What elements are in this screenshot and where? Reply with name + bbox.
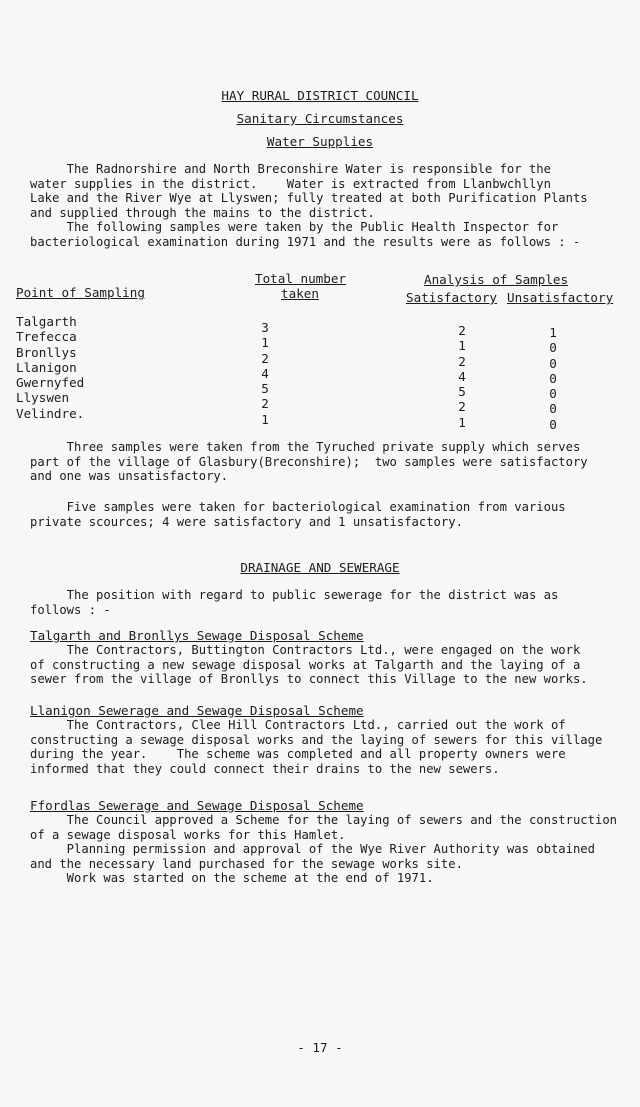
table-cell-place: Bronllys (16, 344, 77, 360)
table-cell-unsatisfactory: 0 (549, 401, 557, 417)
col-header-total-2: taken (281, 286, 319, 301)
table-cell-place: Llanigon (16, 359, 77, 375)
paragraph-line: private scources; 4 were satisfactory and 1 unsatisfactory. (30, 514, 463, 529)
table-cell-place: Gwernyfed (16, 375, 85, 391)
table-cell-satisfactory: 2 (458, 323, 466, 338)
table-cell-unsatisfactory: 0 (549, 416, 557, 432)
col-header-unsatisfactory: Unsatisfactory (507, 290, 614, 305)
table-cell-satisfactory: 1 (458, 338, 466, 354)
table-cell-total: 2 (261, 396, 269, 412)
paragraph-line: Work was started on the scheme at the end of 1971. (30, 871, 434, 886)
paragraph-line: informed that they could connect their drains to the new sewers. (30, 761, 500, 776)
paragraph-line: sewer from the village of Bronllys to connect this Village to the new works. (30, 672, 588, 687)
paragraph-line: of a sewage disposal works for this Hamlet. (30, 827, 346, 842)
total-column (255, 320, 275, 427)
col-header-point: Point of Sampling (16, 285, 145, 300)
paragraph-line: and one was unsatisfactory. (30, 469, 229, 484)
talgarth-heading: Talgarth and Bronllys Sewage Disposal Scheme (30, 628, 364, 643)
paragraph-line: constructing a sewage disposal works and the laying of sewers for this village (30, 732, 603, 747)
paragraph-line: The Contractors, Buttington Contractors Ltd., were engaged on the work (30, 643, 581, 657)
table-cell-satisfactory: 1 (458, 414, 466, 430)
table-cell-place: Talgarth (16, 314, 77, 329)
council-title: HAY RURAL DISTRICT COUNCIL (221, 88, 419, 103)
drainage-intro (30, 588, 630, 617)
col-header-analysis: Analysis of Samples (424, 272, 569, 287)
paragraph-line: during the year. The scheme was completed and all property owners were (30, 747, 566, 762)
paragraph-line: follows : - (30, 602, 111, 617)
table-cell-unsatisfactory: 0 (549, 386, 557, 402)
drainage-title: DRAINAGE AND SEWERAGE (240, 560, 400, 575)
water-intro-line: Lake and the River Wye at Llyswen; fully treated at both Purification Plants (30, 191, 588, 206)
subtitle: Sanitary Circumstances (236, 111, 404, 126)
llanigon-paragraph (30, 718, 630, 776)
water-intro-line: The following samples were taken by the Public Health Inspector for (30, 220, 559, 235)
table-cell-unsatisfactory: 1 (549, 325, 557, 340)
table-cell-total: 1 (261, 411, 269, 427)
talgarth-paragraph (30, 643, 630, 687)
private-paragraph (30, 500, 630, 529)
water-intro-line: and supplied through the mains to the district. (30, 205, 375, 220)
page-number: - 17 - (297, 1040, 343, 1055)
table-cell-place: Velindre. (16, 405, 85, 421)
paragraph-line: and the necessary land purchased for the sewage works site. (30, 856, 463, 871)
table-cell-satisfactory: 5 (458, 384, 466, 400)
table-cell-satisfactory: 4 (458, 368, 466, 384)
section-title: Water Supplies (266, 134, 374, 149)
tyruched-paragraph (30, 440, 630, 484)
table-cell-total: 1 (261, 335, 269, 351)
satisfactory-column (452, 323, 472, 430)
paragraph-line: The position with regard to public sewerage for the district was as (30, 588, 559, 602)
ffordlas-heading: Ffordlas Sewerage and Sewage Disposal Scheme (30, 798, 364, 813)
table-cell-total: 4 (261, 365, 269, 381)
llanigon-heading: Llanigon Sewerage and Sewage Disposal Scheme (30, 703, 364, 718)
paragraph-line: Three samples were taken from the Tyruched private supply which serves (30, 440, 581, 454)
paragraph-line: Planning permission and approval of the Wye River Authority was obtained (30, 842, 595, 857)
table-cell-total: 3 (261, 320, 269, 335)
paragraph-line: The Contractors, Clee Hill Contractors Ltd., carried out the work of (30, 718, 566, 732)
sampling-points-column (16, 314, 84, 421)
table-cell-unsatisfactory: 0 (549, 370, 557, 386)
table-cell-unsatisfactory: 0 (549, 340, 557, 356)
table-cell-place: Llyswen (16, 390, 70, 406)
col-header-total-1: Total number (255, 271, 346, 286)
table-cell-satisfactory: 2 (458, 399, 466, 415)
paragraph-line: Five samples were taken for bacteriological examination from various (30, 500, 566, 514)
unsatisfactory-column (543, 325, 563, 432)
paragraph-line: The Council approved a Scheme for the laying of sewers and the construction (30, 813, 617, 827)
water-intro (30, 162, 630, 250)
col-header-satisfactory: Satisfactory (406, 290, 497, 305)
table-cell-satisfactory: 2 (458, 353, 466, 369)
water-intro-line: water supplies in the district. Water is extracted from Llanbwchllyn (30, 176, 551, 191)
paragraph-line: part of the village of Glasbury(Breconshire); two samples were satisfactory (30, 454, 588, 469)
ffordlas-paragraph (30, 813, 630, 886)
table-cell-total: 2 (261, 350, 269, 366)
water-intro-line: bacteriological examination during 1971 and the results were as follows : - (30, 234, 581, 249)
table-cell-total: 5 (261, 381, 269, 397)
water-intro-line: The Radnorshire and North Breconshire Water is responsible for the (30, 162, 551, 176)
paragraph-line: of constructing a new sewage disposal works at Talgarth and the laying of a (30, 657, 581, 672)
table-cell-place: Trefecca (16, 329, 77, 345)
table-cell-unsatisfactory: 0 (549, 355, 557, 371)
